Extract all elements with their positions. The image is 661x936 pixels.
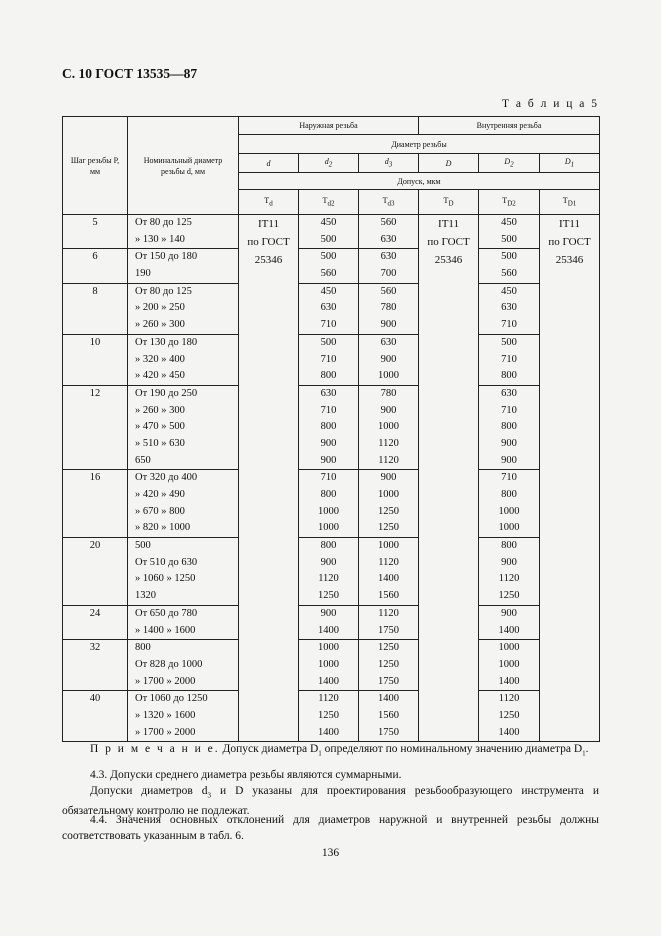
table-caption: Т а б л и ц а 5	[501, 98, 599, 110]
td2-cell: 500 710 800	[299, 334, 359, 385]
td3-cell: 1000 1120 1400 1560	[359, 538, 419, 606]
td2-cell: 800 900 1120 1250	[299, 538, 359, 606]
paragraph-4-3: 4.3. Допуски среднего диаметра резьбы являются суммарными.	[90, 769, 402, 781]
header-internal: Внутренняя резьба	[419, 117, 600, 135]
td2-cell: 630 710 800 900 900	[299, 385, 359, 469]
document-header: С. 10 ГОСТ 13535—87	[62, 66, 198, 81]
tD1-it11-cell: IT11 по ГОСТ 25346	[540, 215, 600, 742]
table-row	[63, 605, 600, 639]
tolerance-table	[62, 116, 600, 742]
page-number: 136	[321, 847, 340, 859]
header-step: Шаг резьбы P, мм	[63, 117, 128, 215]
diameter-cell: 500 От 510 до 630 » 1060 » 1250 1320	[128, 538, 239, 606]
step-cell: 5	[63, 215, 128, 249]
step-cell: 16	[63, 470, 128, 538]
header-diameter: Номинальный диаметр резьбы d, мм	[128, 117, 239, 215]
td3-cell: 900 1000 1250 1250	[359, 470, 419, 538]
td2-cell: 1000 1000 1400	[299, 640, 359, 691]
header-tol-symbol-3: $T_D$	[419, 190, 479, 215]
diameter-cell: От 130 до 180 » 320 » 400 » 420 » 450	[128, 334, 239, 385]
diameter-cell: От 150 до 180 190	[128, 249, 239, 283]
note-sub-a: 1	[318, 749, 322, 758]
td3-cell: 630 700	[359, 249, 419, 283]
tD-it11-cell: IT11 по ГОСТ 25346	[419, 215, 479, 742]
tD2-cell: 450 500	[479, 215, 540, 249]
table-row	[63, 691, 600, 742]
table-row	[63, 640, 600, 691]
tD2-cell: 500 710 800	[479, 334, 540, 385]
para-tol-b: и D указаны для проектирования резьбообразующего инструмента и обязательному контролю не подлежат.	[62, 785, 599, 818]
header-tol-symbol-0: $T_d$	[239, 190, 299, 215]
step-cell: 10	[63, 334, 128, 385]
tD2-cell: 450 630 710	[479, 283, 540, 334]
step-cell: 20	[63, 538, 128, 606]
tD2-cell: 900 1400	[479, 605, 540, 639]
diameter-cell: От 1060 до 1250 » 1320 » 1600 » 1700 » 2000	[128, 691, 239, 742]
step-cell: 8	[63, 283, 128, 334]
td3-cell: 1400 1560 1750	[359, 691, 419, 742]
table-note	[90, 743, 589, 757]
td-it11-cell: IT11 по ГОСТ 25346	[239, 215, 299, 742]
header-symbol-0: d	[239, 154, 299, 173]
tD2-cell: 710 800 1000 1000	[479, 470, 540, 538]
header-symbol-4: $D_2$	[479, 154, 540, 173]
td3-cell: 560 630	[359, 215, 419, 249]
step-cell: 12	[63, 385, 128, 469]
tD2-cell: 1120 1250 1400	[479, 691, 540, 742]
td3-cell: 1120 1750	[359, 605, 419, 639]
table-row	[63, 470, 600, 538]
header-tol-symbol-1: $T_{d2}$	[299, 190, 359, 215]
note-label: П р и м е ч а н и е.	[90, 743, 220, 755]
diameter-cell: От 320 до 400 » 420 » 490 » 670 » 800 » 820 » 1000	[128, 470, 239, 538]
tD2-cell: 1000 1000 1400	[479, 640, 540, 691]
header-symbol-2: $d_3$	[359, 154, 419, 173]
header-symbol-5: $D_1$	[540, 154, 600, 173]
header-symbol-3: D	[419, 154, 479, 173]
step-cell: 24	[63, 605, 128, 639]
td2-cell: 710 800 1000 1000	[299, 470, 359, 538]
header-thread-diameter: Диаметр резьбы	[239, 135, 600, 154]
para-tol-sub: 3	[207, 791, 212, 800]
diameter-cell: От 80 до 125 » 130 » 140	[128, 215, 239, 249]
header-tol-symbol-5: $T_{D1}$	[540, 190, 600, 215]
tD2-cell: 500 560	[479, 249, 540, 283]
diameter-cell: От 80 до 125 » 200 » 250 » 260 » 300	[128, 283, 239, 334]
header-tolerance: Допуск, мкм	[239, 173, 600, 190]
diameter-cell: От 190 до 250 » 260 » 300 » 470 » 500 » 510 » 630 650	[128, 385, 239, 469]
header-tol-symbol-4: $T_{D2}$	[479, 190, 540, 215]
table-row	[63, 283, 600, 334]
paragraph-4-4: 4.4. Значения основных отклонений для диаметров наружной и внутренней резьбы должны соответствовать указанным в табл. 6.	[62, 814, 599, 842]
step-cell: 40	[63, 691, 128, 742]
td3-cell: 1250 1250 1750	[359, 640, 419, 691]
td2-cell: 500 560	[299, 249, 359, 283]
table-row	[63, 385, 600, 469]
header-tol-symbol-2: $T_{d3}$	[359, 190, 419, 215]
td2-cell: 450 630 710	[299, 283, 359, 334]
tD2-cell: 800 900 1120 1250	[479, 538, 540, 606]
diameter-cell: 800 От 828 до 1000 » 1700 » 2000	[128, 640, 239, 691]
table-row	[63, 538, 600, 606]
table-row	[63, 334, 600, 385]
note-sub-b: 1	[582, 749, 586, 758]
td3-cell: 630 900 1000	[359, 334, 419, 385]
td2-cell: 1120 1250 1400	[299, 691, 359, 742]
header-symbol-1: $d_2$	[299, 154, 359, 173]
table-row	[63, 249, 600, 283]
table-row	[63, 215, 600, 249]
diameter-cell: От 650 до 780 » 1400 » 1600	[128, 605, 239, 639]
td2-cell: 900 1400	[299, 605, 359, 639]
header-external: Наружная резьба	[239, 117, 419, 135]
note-text-c: .	[585, 743, 589, 755]
note-text-a: Допуск диаметра D	[222, 743, 319, 755]
td3-cell: 780 900 1000 1120 1120	[359, 385, 419, 469]
step-cell: 32	[63, 640, 128, 691]
step-cell: 6	[63, 249, 128, 283]
para-tol-a: Допуски диаметров d	[90, 785, 208, 797]
td2-cell: 450 500	[299, 215, 359, 249]
td3-cell: 560 780 900	[359, 283, 419, 334]
note-text-b: определяют по номинальному значению диаметра D	[321, 743, 583, 755]
tD2-cell: 630 710 800 900 900	[479, 385, 540, 469]
